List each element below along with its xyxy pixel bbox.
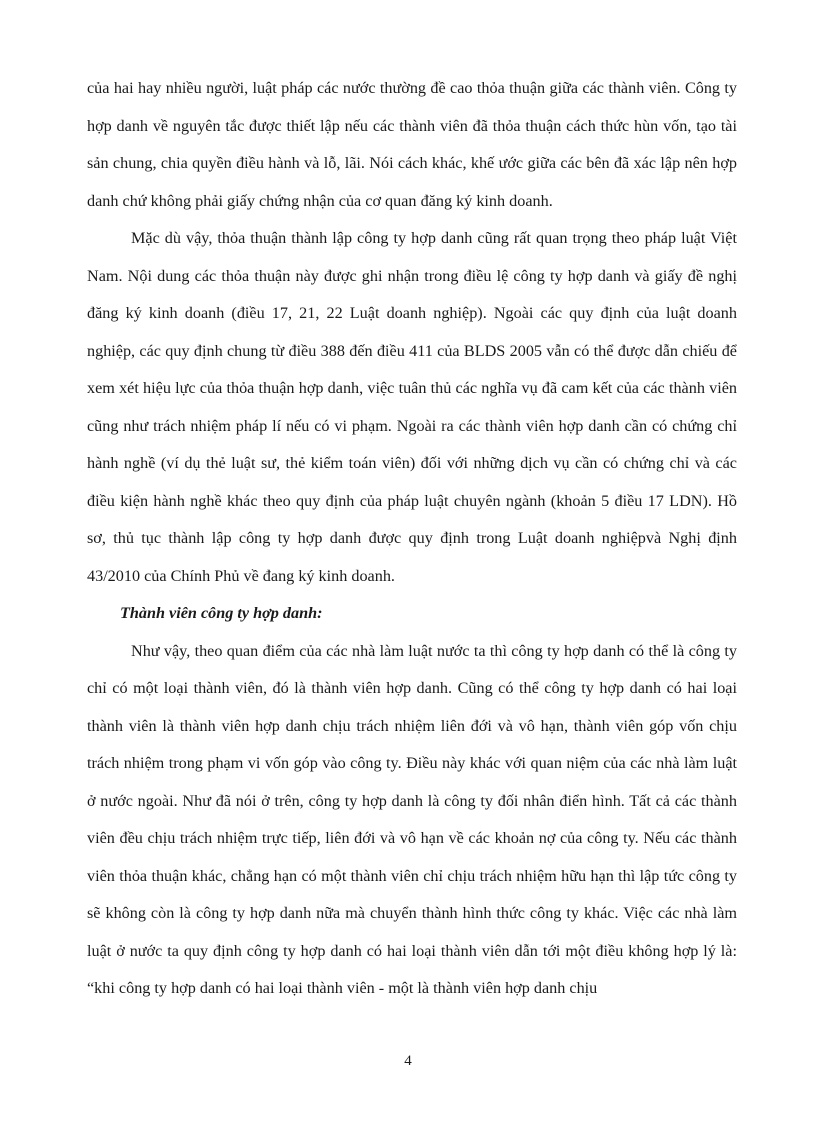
paragraph-members: Như vậy, theo quan điểm của các nhà làm luật nước ta thì công ty hợp danh có thể là công ty chỉ có một loại thành viên, đó là thành viên hợp danh. Cũng có thể công ty hợp danh có hai loại thành viên là thành viên hợp danh chịu trách nhiệm liên đới và vô hạn, thành viên góp vốn chịu trách nhiệm trong phạm vi vốn góp vào công ty. Điều này khác với quan niệm của các nhà làm luật ở nước ngoài. Như đã nói ở trên, công ty hợp danh là công ty đối nhân điển hình. Tất cả các thành viên đều chịu trách nhiệm trực tiếp, liên đới và vô hạn về các khoản nợ của công ty. Nếu các thành viên thỏa thuận khác, chẳng hạn có một thành viên chỉ chịu trách nhiệm hữu hạn thì lập tức công ty sẽ không còn là công ty hợp danh nữa mà chuyển thành hình thức công ty khác. Việc các nhà làm luật ở nước ta quy định công ty hợp danh có hai loại thành viên dẫn tới một điều không hợp lý là: “khi công ty hợp danh có hai loại thành viên - một là thành viên hợp danh chịu (87, 641, 737, 997)
page-number: 4 (404, 1053, 412, 1069)
page-body (87, 70, 737, 1008)
paragraph-founding-agreement: Mặc dù vậy, thỏa thuận thành lập công ty hợp danh cũng rất quan trọng theo pháp luật Việt Nam. Nội dung các thỏa thuận này được ghi nhận trong điều lệ công ty hợp danh và giấy đề nghị đăng ký kinh doanh (điều 17, 21, 22 Luật doanh nghiệp). Ngoài các quy định của luật doanh nghiệp, các quy định chung từ điều 388 đến điều 411 của BLDS 2005 vẫn có thể được dẫn chiếu để xem xét hiệu lực của thỏa thuận hợp danh, việc tuân thủ các nghĩa vụ đã cam kết của các thành viên cũng như trách nhiệm pháp lí nếu có vi phạm. Ngoài ra các thành viên hợp danh cần có chứng chỉ hành nghề (ví dụ thẻ luật sư, thẻ kiểm toán viên) đối với những dịch vụ cần có chứng chỉ và các điều kiện hành nghề khác theo quy định của pháp luật chuyên ngành (khoản 5 điều 17 LDN). Hồ sơ, thủ tục thành lập công ty hợp danh được quy định trong Luật doanh nghiệpvà Nghị định 43/2010 của Chính Phủ về đang ký kinh doanh. (87, 229, 737, 585)
section-heading-members: Thành viên công ty hợp danh: (120, 604, 323, 622)
paragraph-continuation: của hai hay nhiều người, luật pháp các nước thường đề cao thỏa thuận giữa các thành viên. Công ty hợp danh về nguyên tắc được thiết lập nếu các thành viên đã thỏa thuận cách thức hùn vốn, tạo tài sản chung, chia quyền điều hành và lỗ, lãi. Nói cách khác, khế ước giữa các bên đã xác lập nên hợp danh chứ không phải giấy chứng nhận của cơ quan đăng ký kinh doanh. (87, 79, 737, 210)
